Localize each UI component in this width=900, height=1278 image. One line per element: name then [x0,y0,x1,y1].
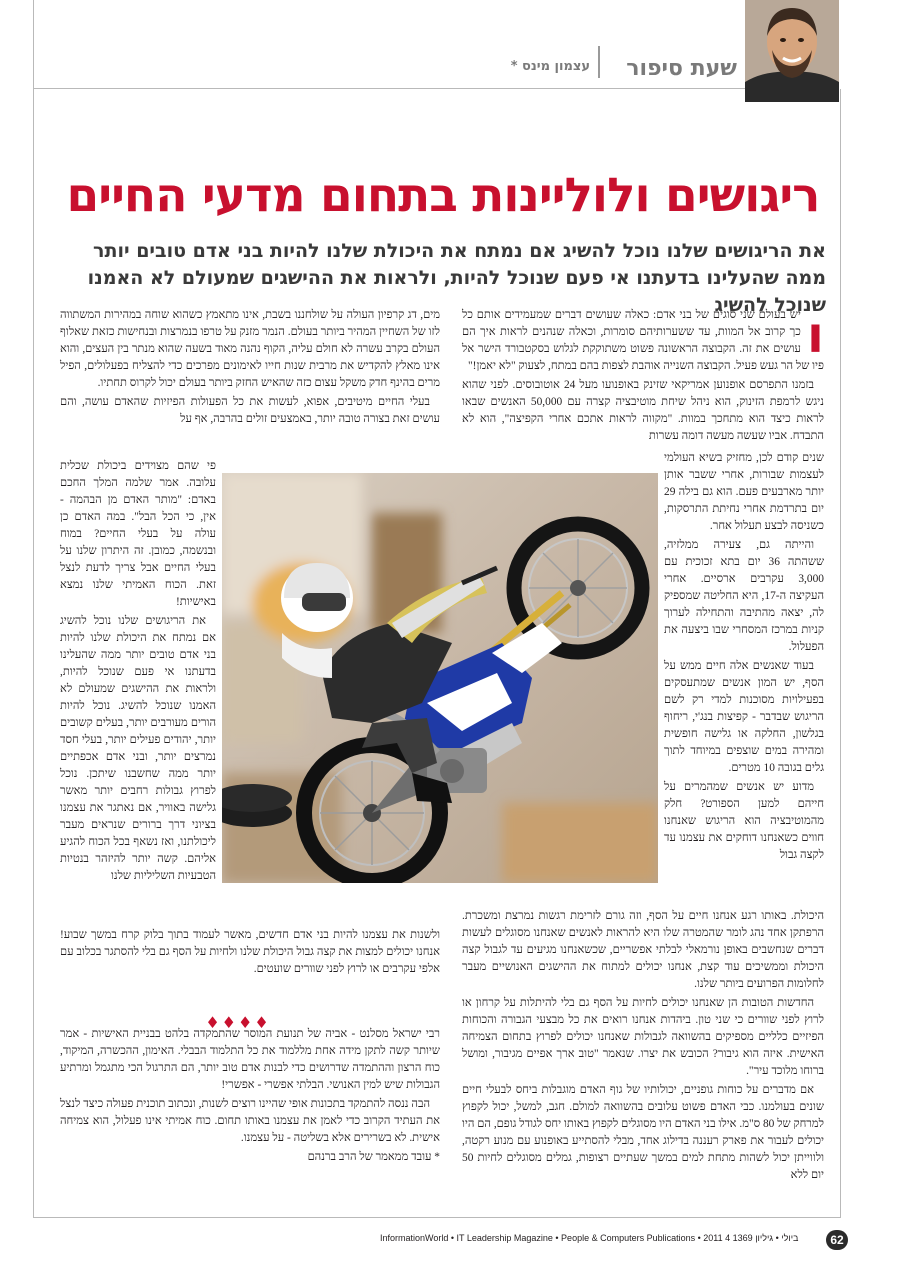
paragraph: היכולת. באותו רגע אנחנו חיים על הסף, וזה גורם לזרימת רגשות נמרצת ומשכרת. הרפתקן אחד נהג לומר שהמטרה שלו היא להראות לאנשים שאנחנו מסוגלים לעשות דברים שנחשבים באופן נורמאלי לבלתי אפשריים, שכשאנחנו מגיעים עד לגבול קצה היכולת וממשיכים עוד קצת, אנחנו יכולים למתוח את ההישגים האנושיים מעבר לחלומות הפרועים ביותר שלנו. [462,910,824,990]
series-title: שעת סיפור [626,56,737,81]
headline: ריגושים ולוליינות בתחום מדעי החיים [66,168,820,223]
body-right-bottom [462,908,824,1186]
paragraph: מים, דג קרפיון העולה על שולחננו בשבת, אינו מתאמץ כשהוא שוחה במהירות המשתווה לזו של השחיין המהיר ביותר בעולם. הנמר מזנק על טרפו בנמרצות ובנחישות כזאת שאלוף העולם בקרב עשרה לא חולם עליה, הקוף נהנה מאוד בשעה שהוא מנתר בין העצים, והוא אינו מאלץ להקדיש את מרבית שנות חייו לאימונים מפרכים כדי להצליח בפעלולים, הפיל מרים בהינף חדק משקל עצום כזה שהאיש החזק ביותר בעולם יכול לקרוס תחתיו. [60,309,440,389]
paragraph: את הריגושים שלנו נוכל להשיג אם נמתח את היכולת שלנו להיות בני אדם טובים יותר ממה שהעלינו בדעתנו אי פעם שנוכל להיות, ולראות את ההישגים שמעולם לא האמנו שנוכל להשיג. נוכל להיות הורים מעורבים יותר, בעלים קשובים יותר, יהודים פעילים יותר, בעלי חסד נמרצים יותר, ובני אדם אכפתיים יותר ממה שחשבנו שיתכן. נוכל לפרוץ גבולות רחבים יותר מאשר גלישה באוויר, אם נאתגר את עצמנו בציוני דרך ברורים שנראים מעבר ליכולתנו, ואז נשאף בכל הכוח להגיע אליהם. קשה יותר להיזהר בנטיות הטבעיות השליליות שלנו [60,615,216,882]
paragraph: פי שהם מצוידים ביכולת שכלית עלובה. אמר שלמה המלך החכם באדם: "מותר האדם מן הבהמה - אין, כי הכל הבל". במה האדם כן עולה על בעלי החיים? במוח ובנשמה, כמובן. זה היתרון שלנו על בעלי החיים אבל צריך לדעת לנצל זאת. הכוח האמיתי שלנו נמצא באישיות! [60,460,216,608]
page-number: 62 [826,1230,848,1250]
body-left-top [60,307,440,430]
paragraph: החדשות הטובות הן שאנחנו יכולים לחיות על הסף גם בלי להיתלות על קרחון או לרוץ לפני שוורים כי שני טון. ביהדות אנחנו רואים את כל מבצעי הגבורה והכוחות הפיזיים כלליים מספיקים בהשוואה לגבולות שאנחנו יכולים לפרוץ בתחום הצמיחה האישית. איזה הוא גיבור? הכובש את יצרו. שנאמר "טוב ארך אפיים מגיבור, ומושל ברוחו מלוכד עיר". [462,997,824,1077]
paragraph: בזמנו התפרסם אופנוען אמריקאי שזינק באופנועו מעל 24 אוטובוסים. לפני שהוא ניגש לרמפת הזינוק, הוא ניהל שיחת מוטיבציה קצרה עם 50,000 האנשים שבאו לראות כיצד הוא מתחכך במוות. "מקווה לראות אתכם אחרי הקפיצה", הוא לא התבדח. אביו שעשה מעשה דומה עשרות [462,379,824,442]
paragraph: רבי ישראל מסלנט - אביה של תנועת המוסר שהתמקדה בלהט בבניית האישיות - אמר שיותר קשה לתקן מידה אחת מללמוד את כל התלמוד הבבלי. האימון, ההכשרה, המיקוד, כוח הרצון וההתמדה שדרושים כדי לבנות אדם טוב יותר, הם התרגול הכי מתגמל ומרתיע הגבולות שיש למין האנושי. הבלתי אפשרי - אפשרי! [60,1028,440,1091]
paragraph: בעוד שאנשים אלה חיים ממש על הסף, יש המון אנשים שמתעסקים בפעילויות מסוכנות למדי רק לשם הריגוש שבדבר - קפיצות בנג'י, ריחוף בגלשון, החלקה או גלישה חופשית ומהירה במים שוצפים במיוחד לתוך גלים בגובה 10 מטרים. [664,660,824,774]
deck: את הריגושים שלנו נוכל להשיג אם נמתח את היכולת שלנו להיות בני אדם טובים יותר ממה שהעלינו בדעתנו אי פעם שנוכל להיות, ולראות את ההישגים שמעולם לא האמנו שנוכל להשיג [87,240,826,316]
motorcycle-wheelie-photo [222,473,658,883]
paragraph: ולשנות את עצמנו להיות בני אדם חדשים, מאשר לעמוד בתוך בלוק קרח במשך שבוע! אנחנו יכולים למצות את קצה גבול היכולת שלנו ולחיות על הסף גם בלי להסתגר בכלוב עם אלפי עקרבים או לרוץ לפני שוורים שועטים. [60,929,440,975]
paragraph: והייתה גם, צעירה ממלזיה, ששהתה 36 יום בתא זכוכית עם 3,000 עקרבים ארסיים. אחרי העקיצה ה-17, היא החליטה שמספיק לה, יצאה מהתיבה והתחילה לערוך קניות במרכז המסחרי שבו ביצעה את הפעלול. [664,539,825,653]
footnote: * עובד ממאמר של הרב ברנהם [307,1151,440,1163]
paragraph: שנים קודם לכן, מחזיק בשיא העולמי לעצמות שבורות, אחרי ששבר אותן יותר מארבעים פעם. הוא גם בילה 29 יום בתרדמת אחרי נחיתת התרסקות, כשניסה לבצע תעלול אחר. [664,452,824,532]
header-separator [598,46,600,78]
header-rule [33,88,745,89]
dropcap: ו [806,306,824,364]
body-right-top [462,307,824,447]
body-left-bottom [60,927,440,1168]
author-photo [745,0,839,102]
paragraph: אם מדברים על כוחות גופניים, יכולותיו של גוף האדם מוגבלות ביחס לבעלי חיים שונים בעולמנו. כבי האדם פשוט עלובים בהשוואה למולם. חגב, למשל, יכול לקפוץ למרחק של 80 ס"מ. אילו בני האדם היו מסוגלים לקפוץ באותו יחס לגודל גופם, הם היו יכולים לעבור את פארק רעננה בדילוג אחד, מבלי להסתייע באופנוע עם מנוע רקטה, ולווייתן יכול לשהות מתחת למים במשך שעתיים רצופות, גמלים מסוגלים לחיות 50 יום ללא [462,1084,824,1181]
paragraph: יש בעולם שני סוגים של בני אדם: כאלה שעושים דברים שמעמידים אותם כל כך קרוב אל המוות, עד ששערותיהם סומרות, וכאלה שנהנים לראות איך הם עושים את זה. הקבוצה הראשונה פשוט משתוקקת לגלוש בסקטבורד הישר אל פיו של הר געש פעיל. הקבוצה השנייה אוהבת לצפות בהם במתח, לצעוק "לא יאמן!" [462,309,824,372]
section-divider: ♦♦♦♦ [205,1013,271,1032]
author-name: עצמון מינס * [510,59,590,74]
paragraph: מדוע יש אנשים שמהמרים על חייהם למען הספורט? חלק מהמוטיבציה הוא הריגוש שאנחנו חווים כשאנחנו דוחקים את עצמנו עד לקצה גבול [664,781,824,861]
paragraph: בעלי החיים מיטיבים, אפוא, לעשות את כל הפעולות הפיזיות שהאדם עושה, והם עושים זאת בצורה טובה יותר, באמצעים זולים בהרבה, אף על [60,396,440,425]
footer-credits: InformationWorld • IT Leadership Magazine • People & Computers Publications • 2011 4 ביולי • גיליון 1369 [380,1233,799,1243]
paragraph: הבה ננסה להתמקד בתכונות אופי שהיינו רוצים לשנות, ונכתוב תוכנית פעולה כיצד לנצל את העתיד הקרוב כדי לאמן את עצמנו באותו תחום. כוח אמיתי אינו פעלול, הוא צמיחה אישית. לא בשרירים אלא בשליטה - על עצמנו. [60,1098,440,1144]
body-left-narrow [60,458,216,887]
body-right-narrow [664,450,824,866]
frame-left-rule [33,0,34,89]
